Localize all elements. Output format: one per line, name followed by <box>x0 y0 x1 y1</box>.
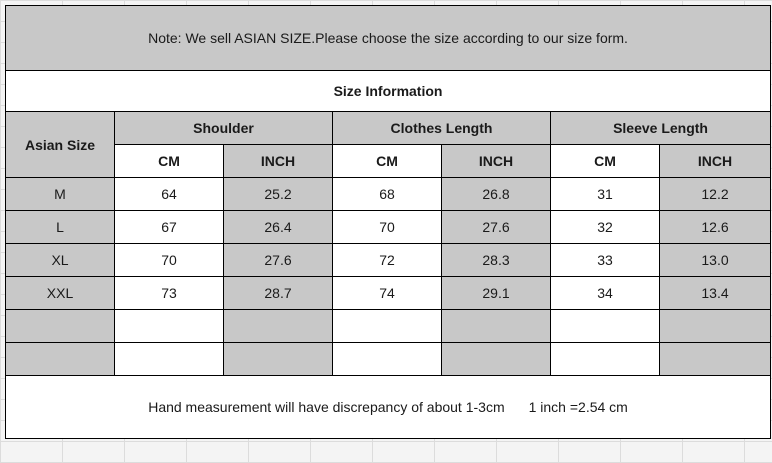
table-row <box>6 310 771 343</box>
table-row <box>6 343 771 376</box>
conversion-note: 1 inch =2.54 cm <box>528 399 628 415</box>
table-cell: 64 <box>115 178 224 211</box>
size-label: XXL <box>6 277 115 310</box>
header-shoulder: Shoulder <box>115 112 333 145</box>
table-cell <box>333 310 442 343</box>
header-clothes-length: Clothes Length <box>333 112 551 145</box>
size-table <box>5 5 771 439</box>
header-sleeve-length: Sleeve Length <box>551 112 771 145</box>
table-cell <box>333 343 442 376</box>
table-cell: 12.6 <box>660 211 771 244</box>
table-cell <box>115 310 224 343</box>
unit-header: INCH <box>660 145 771 178</box>
table-cell <box>551 343 660 376</box>
table-cell <box>660 343 771 376</box>
table-cell: 70 <box>115 244 224 277</box>
table-cell: 13.4 <box>660 277 771 310</box>
table-row <box>6 178 771 211</box>
table-row <box>6 244 771 277</box>
size-label: L <box>6 211 115 244</box>
table-cell: 68 <box>333 178 442 211</box>
table-cell: 13.0 <box>660 244 771 277</box>
unit-header: CM <box>551 145 660 178</box>
measurement-note: Hand measurement will have discrepancy of about 1-3cm <box>148 399 505 415</box>
table-title: Size Information <box>6 71 771 112</box>
table-cell: 28.7 <box>224 277 333 310</box>
table-cell: 70 <box>333 211 442 244</box>
table-cell: 27.6 <box>442 211 551 244</box>
table-cell: 73 <box>115 277 224 310</box>
size-label <box>6 343 115 376</box>
table-cell: 26.4 <box>224 211 333 244</box>
size-label: XL <box>6 244 115 277</box>
table-cell: 29.1 <box>442 277 551 310</box>
table-cell: 31 <box>551 178 660 211</box>
table-cell: 32 <box>551 211 660 244</box>
table-cell: 26.8 <box>442 178 551 211</box>
table-cell <box>442 310 551 343</box>
table-cell: 12.2 <box>660 178 771 211</box>
unit-header: CM <box>333 145 442 178</box>
table-row <box>6 277 771 310</box>
table-cell <box>551 310 660 343</box>
table-cell: 27.6 <box>224 244 333 277</box>
table-cell: 74 <box>333 277 442 310</box>
table-cell <box>115 343 224 376</box>
table-row <box>6 211 771 244</box>
table-cell <box>660 310 771 343</box>
table-cell: 72 <box>333 244 442 277</box>
table-cell: 25.2 <box>224 178 333 211</box>
size-chart <box>5 5 770 442</box>
size-note: Note: We sell ASIAN SIZE.Please choose the size according to our size form. <box>6 6 771 71</box>
size-label: M <box>6 178 115 211</box>
table-cell <box>224 343 333 376</box>
table-cell: 33 <box>551 244 660 277</box>
unit-header: INCH <box>442 145 551 178</box>
size-label <box>6 310 115 343</box>
table-cell <box>224 310 333 343</box>
table-cell: 28.3 <box>442 244 551 277</box>
table-cell: 34 <box>551 277 660 310</box>
unit-header: CM <box>115 145 224 178</box>
table-cell <box>442 343 551 376</box>
header-asian-size: Asian Size <box>6 112 115 178</box>
unit-header: INCH <box>224 145 333 178</box>
table-cell: 67 <box>115 211 224 244</box>
table-footer <box>6 376 771 439</box>
